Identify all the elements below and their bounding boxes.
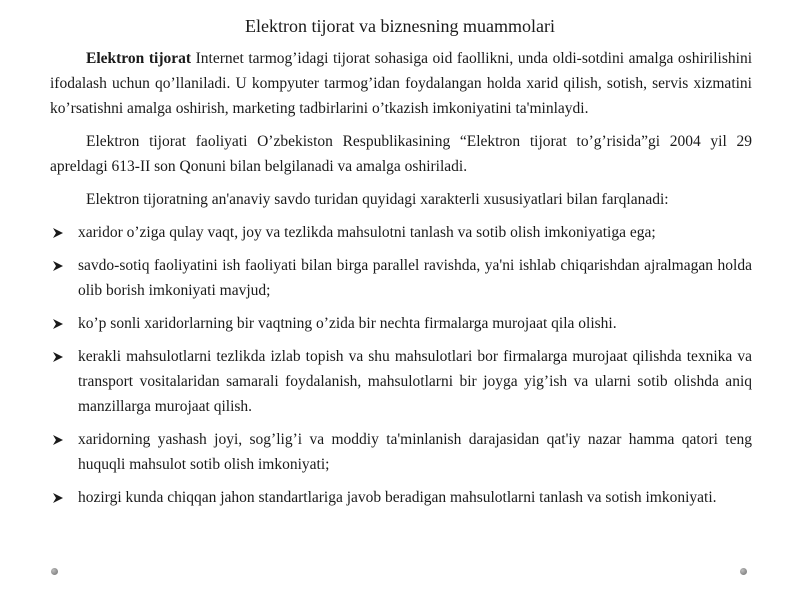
bullet-text: ko’p sonli xaridorlarning bir vaqtning o’zida bir nechta firmalarga murojaat qila olishi.: [78, 315, 617, 332]
bullet-item: [50, 485, 752, 510]
bullet-item: [50, 344, 752, 419]
arrowhead-bullet-icon: [52, 492, 64, 504]
features-intro: Elektron tijoratning an'anaviy savdo turidan quyidagi xarakterli xususiyatlari bilan farqlanadi:: [86, 191, 669, 208]
decorative-dot-left: [51, 568, 58, 575]
arrowhead-bullet-icon: [52, 227, 64, 239]
arrowhead-bullet-icon: [52, 351, 64, 363]
arrowhead-bullet-icon: [52, 318, 64, 330]
intro-term: Elektron tijorat: [86, 50, 192, 67]
slide-content: [50, 46, 752, 518]
law-paragraph: Elektron tijorat faoliyati O’zbekiston Respublikasining “Elektron tijorat to’g’risida”gi 2004 yil 29 apreldagi 613-II son Qonuni bilan belgilanadi va amalga oshiriladi.: [50, 133, 752, 175]
bullet-item: [50, 253, 752, 303]
bullet-item: [50, 427, 752, 477]
bullet-text: savdo-sotiq faoliyatini ish faoliyati bilan birga parallel ravishda, ya'ni ishlab chiqarishdan ajralmagan holda olib borish imkoniyati mavjud;: [78, 257, 752, 299]
bullet-item: [50, 311, 752, 336]
intro-paragraph: [50, 46, 752, 121]
intro-definition: Internet tarmog’idagi tijorat sohasiga oid faollikni, unda oldi-sotdini amalga oshirilishini ifodalash uchun qo’llaniladi. U kompyuter tarmog’idan foydalangan holda xarid qilish, sotish, servis xizmatini ko’rsatishni amalga oshirish, marketing tadbirlarini o’tkazish imkoniyatini ta'minlaydi.: [50, 50, 752, 117]
bullet-text: kerakli mahsulotlarni tezlikda izlab topish va shu mahsulotlari bor firmalarga murojaat qilishda texnika va transport vositalaridan samarali foydalanish, mahsulotlarni bir joyga yig’ish va ularni sotib olishda aniq manzillarga murojaat qilish.: [78, 348, 752, 415]
slide-title: Elektron tijorat va biznesning muammolari: [245, 16, 555, 36]
decorative-dot-right: [740, 568, 747, 575]
bullet-text: xaridorning yashash joyi, sog’lig’i va moddiy ta'minlanish darajasidan qat'iy nazar hamma qatori teng huquqli mahsulot sotib olish imkoniyati;: [78, 431, 752, 473]
bullet-item: [50, 220, 752, 245]
bullet-text: xaridor o’ziga qulay vaqt, joy va tezlikda mahsulotni tanlash va sotib olish imkoniyatiga ega;: [78, 224, 656, 241]
arrowhead-bullet-icon: [52, 434, 64, 446]
bullet-text: hozirgi kunda chiqqan jahon standartlariga javob beradigan mahsulotlarni tanlash va sotish imkoniyati.: [78, 489, 717, 506]
arrowhead-bullet-icon: [52, 260, 64, 272]
